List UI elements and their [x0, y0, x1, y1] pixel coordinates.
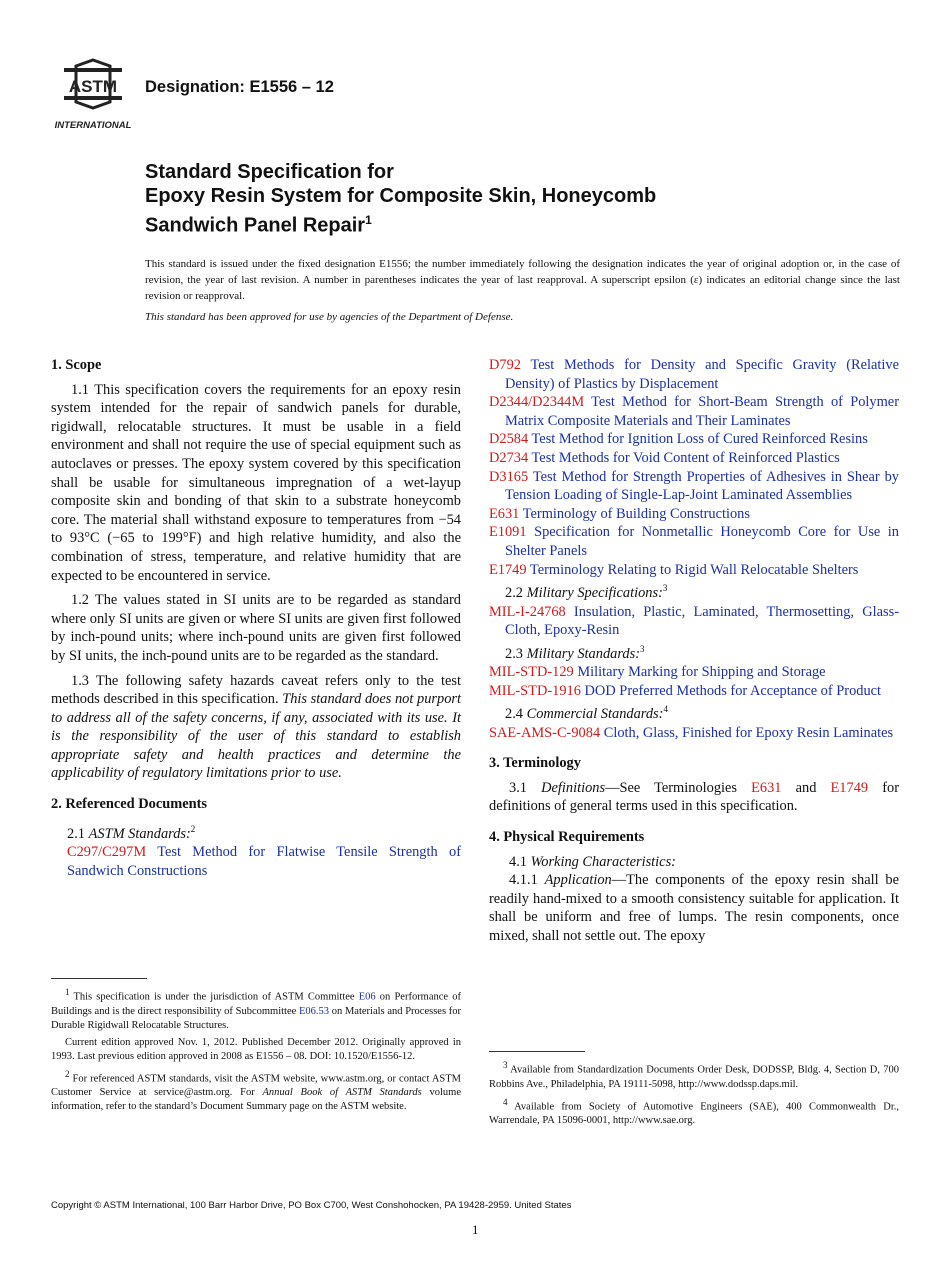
ref-code-link[interactable]: SAE-AMS-C-9084 [489, 724, 601, 741]
ref-entry [489, 468, 899, 505]
issuance-note: This standard is issued under the fixed designation E1556; the number immediately following the designation indicates the year of original adoption or, in the case of revision, the year of last revision. A number in parentheses indicates the year of last reapproval. A superscript epsilon (ε) indicates an editorial change since the last revision or reapproval. [145, 258, 900, 302]
section-scope [51, 356, 461, 783]
footnotes-left [51, 978, 461, 1117]
terminology-para: 3.1 Definitions—See Terminologies E631 and E1749 for definitions of general terms used in this specification. [489, 779, 899, 815]
ref-title-link[interactable]: Test Method for Short-Beam Strength of Polymer Matrix Composite Materials and Their Laminates [505, 394, 899, 429]
ref-code-link[interactable]: MIL-STD-129 [489, 664, 574, 681]
terminology-heading: 3. Terminology [489, 755, 581, 772]
military-standards-label: 2.3 Military Standards:$^3$ [505, 643, 645, 662]
footnote-3: $^3$ Available from Standardization Documents Order Desk, DODSSP, Bldg. 4, Section D, 700 Robbins Ave., Philadelphia, PA 19111-5098, http://www.dodssp.daps.mil. [489, 1060, 899, 1090]
refdocs-heading: 2. Referenced Documents [51, 796, 207, 813]
ref-entry-c297 [51, 843, 461, 880]
ref-entry-mil-spec [489, 603, 899, 640]
ref-entry [489, 393, 899, 430]
footnote-4: $^4$ Available from Society of Automotive Engineers (SAE), 400 Commonwealth Dr., Warrendale, PA 15096-0001, http://www.sae.org. [489, 1096, 899, 1126]
ref-title-link[interactable]: Test Methods for Density and Specific Gravity (Relative Density) of Plastics by Displacement [505, 357, 899, 392]
footnote-rule [489, 1051, 585, 1052]
footnotes-right [489, 1051, 899, 1131]
ref-title-link[interactable]: DOD Preferred Methods for Acceptance of Product [580, 682, 882, 699]
footnote-2: $^2$ For referenced ASTM standards, visit the ASTM website, www.astm.org, or contact ASTM Customer Service at service@astm.org. For Annual Book of ASTM Standards volume information, refer to the standard’s Document Summary page on the ASTM website. [51, 1068, 461, 1112]
ref-code-link[interactable]: E631 [751, 779, 782, 796]
document-title [145, 160, 845, 238]
scope-para-1-3: 1.3 The following safety hazards caveat refers only to the test methods described in this specification. This standard does not purport to address all of the safety concerns, if any, associated with its use. It is the responsibility of the user of this standard to establish appropriate safety and health practices and determine the applicability of regulatory limitations prior to use. [51, 672, 461, 782]
section-referenced-documents [51, 795, 461, 880]
ref-entry-commercial [489, 724, 899, 743]
ref-code-link[interactable]: E631 [489, 505, 520, 522]
application-para: 4.1.1 Application—The components of the epoxy resin shall be readily hand-mixed to a smooth consistency suitable for application. It shall be uniform and free of lumps. The resin components, once mixed, shall not settle out. The epoxy [489, 872, 899, 945]
commercial-standards-label: 2.4 Commercial Standards:$^4$ [505, 704, 668, 723]
title-line-2: Epoxy Resin System for Composite Skin, Honeycomb [145, 185, 657, 207]
ref-code-link[interactable]: D2584 [489, 431, 529, 448]
right-column [489, 356, 899, 958]
astm-standards-list [489, 356, 899, 579]
section-physical-requirements [489, 828, 899, 946]
page-number: 1 [472, 1222, 479, 1237]
ref-code-link[interactable]: D792 [489, 357, 521, 373]
ref-entry [489, 505, 899, 524]
ref-code-link[interactable]: E1091 [489, 524, 527, 541]
ref-entry [489, 449, 899, 468]
scope-para-1-1: 1.1 This specification covers the requirements for an epoxy resin system intended for the repair of sandwich panels for durable, rigidwall, relocatable structures. It must be usable in a field environment and shall not require the use of special equipment such as autoclaves or presses. The epoxy system covered by this specification shall be usable for simultaneous impregnation of a wet-layup composite skin and bonding of that skin to a substrate honeycomb core. The material shall withstand exposure to temperatures from −54 to 93°C (−65 to 199°F) and high relative humidity, and also the combination of stress, temperature, and relative humidity that are expected to be encountered in service. [51, 381, 461, 584]
astm-standards-label: 2.1 ASTM Standards:$^2$ [67, 823, 196, 842]
military-specs-label: 2.2 Military Specifications:$^3$ [505, 583, 668, 601]
committee-link[interactable]: E06 [358, 991, 376, 1003]
footnote-1-edition: Current edition approved Nov. 1, 2012. Published December 2012. Originally approved in 1993. Last previous edition approved in 2008 as E1556 – 08. DOI: 10.1520/E1556-12. [51, 1036, 461, 1062]
ref-code-link[interactable]: E1749 [830, 779, 869, 796]
ref-code-link[interactable]: D2734 [489, 449, 529, 466]
physical-heading: 4. Physical Requirements [489, 829, 645, 846]
logo-caption: INTERNATIONAL [54, 120, 132, 131]
working-characteristics: 4.1 Working Characteristics: [509, 853, 676, 870]
ref-entry [489, 561, 899, 580]
ref-title-link[interactable]: Test Method for Strength Properties of Adhesives in Shear by Tension Loading of Single-Lap-Joint Laminated Assemblies [505, 468, 899, 504]
footnote-rule [51, 978, 147, 979]
ref-code-link[interactable]: MIL-STD-1916 [489, 682, 581, 699]
ref-code-link[interactable]: D3165 [489, 468, 529, 485]
logo-mark: ASTM [68, 77, 118, 96]
scope-heading: 1. Scope [51, 357, 102, 373]
title-line-1: Standard Specification for [145, 161, 394, 183]
ref-title-link[interactable]: Test Methods for Void Content of Reinforced Plastics [528, 449, 840, 466]
subcommittee-link[interactable]: E06.53 [299, 1005, 330, 1017]
copyright: Copyright © ASTM International, 100 Barr Harbor Drive, PO Box C700, West Conshohocken, PA 19428-2959. United States [51, 1200, 572, 1211]
ref-code-link[interactable]: C297/C297M [67, 844, 147, 861]
left-column [51, 356, 461, 892]
ref-entry [489, 682, 899, 701]
section-terminology [489, 754, 899, 816]
astm-logo [50, 58, 136, 132]
ref-title-link[interactable]: Insulation, Plastic, Laminated, Thermosetting, Glass-Cloth, Epoxy-Resin [505, 603, 899, 639]
ref-code-link[interactable]: MIL-I-24768 [489, 603, 566, 620]
ref-entry [489, 356, 899, 393]
title-line-3: Sandwich Panel Repair$^1$ [145, 213, 372, 237]
ref-entry [489, 663, 899, 682]
scope-para-1-2: 1.2 The values stated in SI units are to be regarded as standard where only SI units are given or where SI units are given first followed by inch-pound units; where inch-pound units are given first followed by SI units, the inch-pound units are to be regarded as the standard. [51, 592, 461, 664]
ref-title-link[interactable]: Military Marking for Shipping and Storage [573, 664, 826, 681]
ref-title-link[interactable]: Test Method for Flatwise Tensile Strength of Sandwich Constructions [67, 844, 461, 879]
footnote-1: $^1$ This specification is under the jurisdiction of ASTM Committee E06 on Performance of Buildings and is the direct responsibility of Subcommittee E06.53 on Materials and Processes for Durable Rigidwall Relocatable Structures. [51, 987, 461, 1031]
dod-approval-note: This standard has been approved for use by agencies of the Department of Defense. [145, 311, 514, 323]
ref-title-link[interactable]: Specification for Nonmetallic Honeycomb Core for Use in Shelter Panels [505, 524, 899, 559]
ref-entry [489, 523, 899, 560]
ref-title-link[interactable]: Terminology Relating to Rigid Wall Relocatable Shelters [526, 561, 859, 578]
ref-title-link[interactable]: Test Method for Ignition Loss of Cured Reinforced Resins [528, 431, 868, 448]
title-footnote-mark: 1 [365, 213, 372, 227]
ref-title-link[interactable]: Terminology of Building Constructions [519, 505, 750, 522]
ref-code-link[interactable]: E1749 [489, 561, 527, 578]
ref-title-link[interactable]: Cloth, Glass, Finished for Epoxy Resin Laminates [600, 724, 894, 741]
designation: Designation: E1556 – 12 [145, 78, 334, 96]
ref-code-link[interactable]: D2344/D2344M [489, 394, 585, 411]
ref-entry [489, 430, 899, 449]
